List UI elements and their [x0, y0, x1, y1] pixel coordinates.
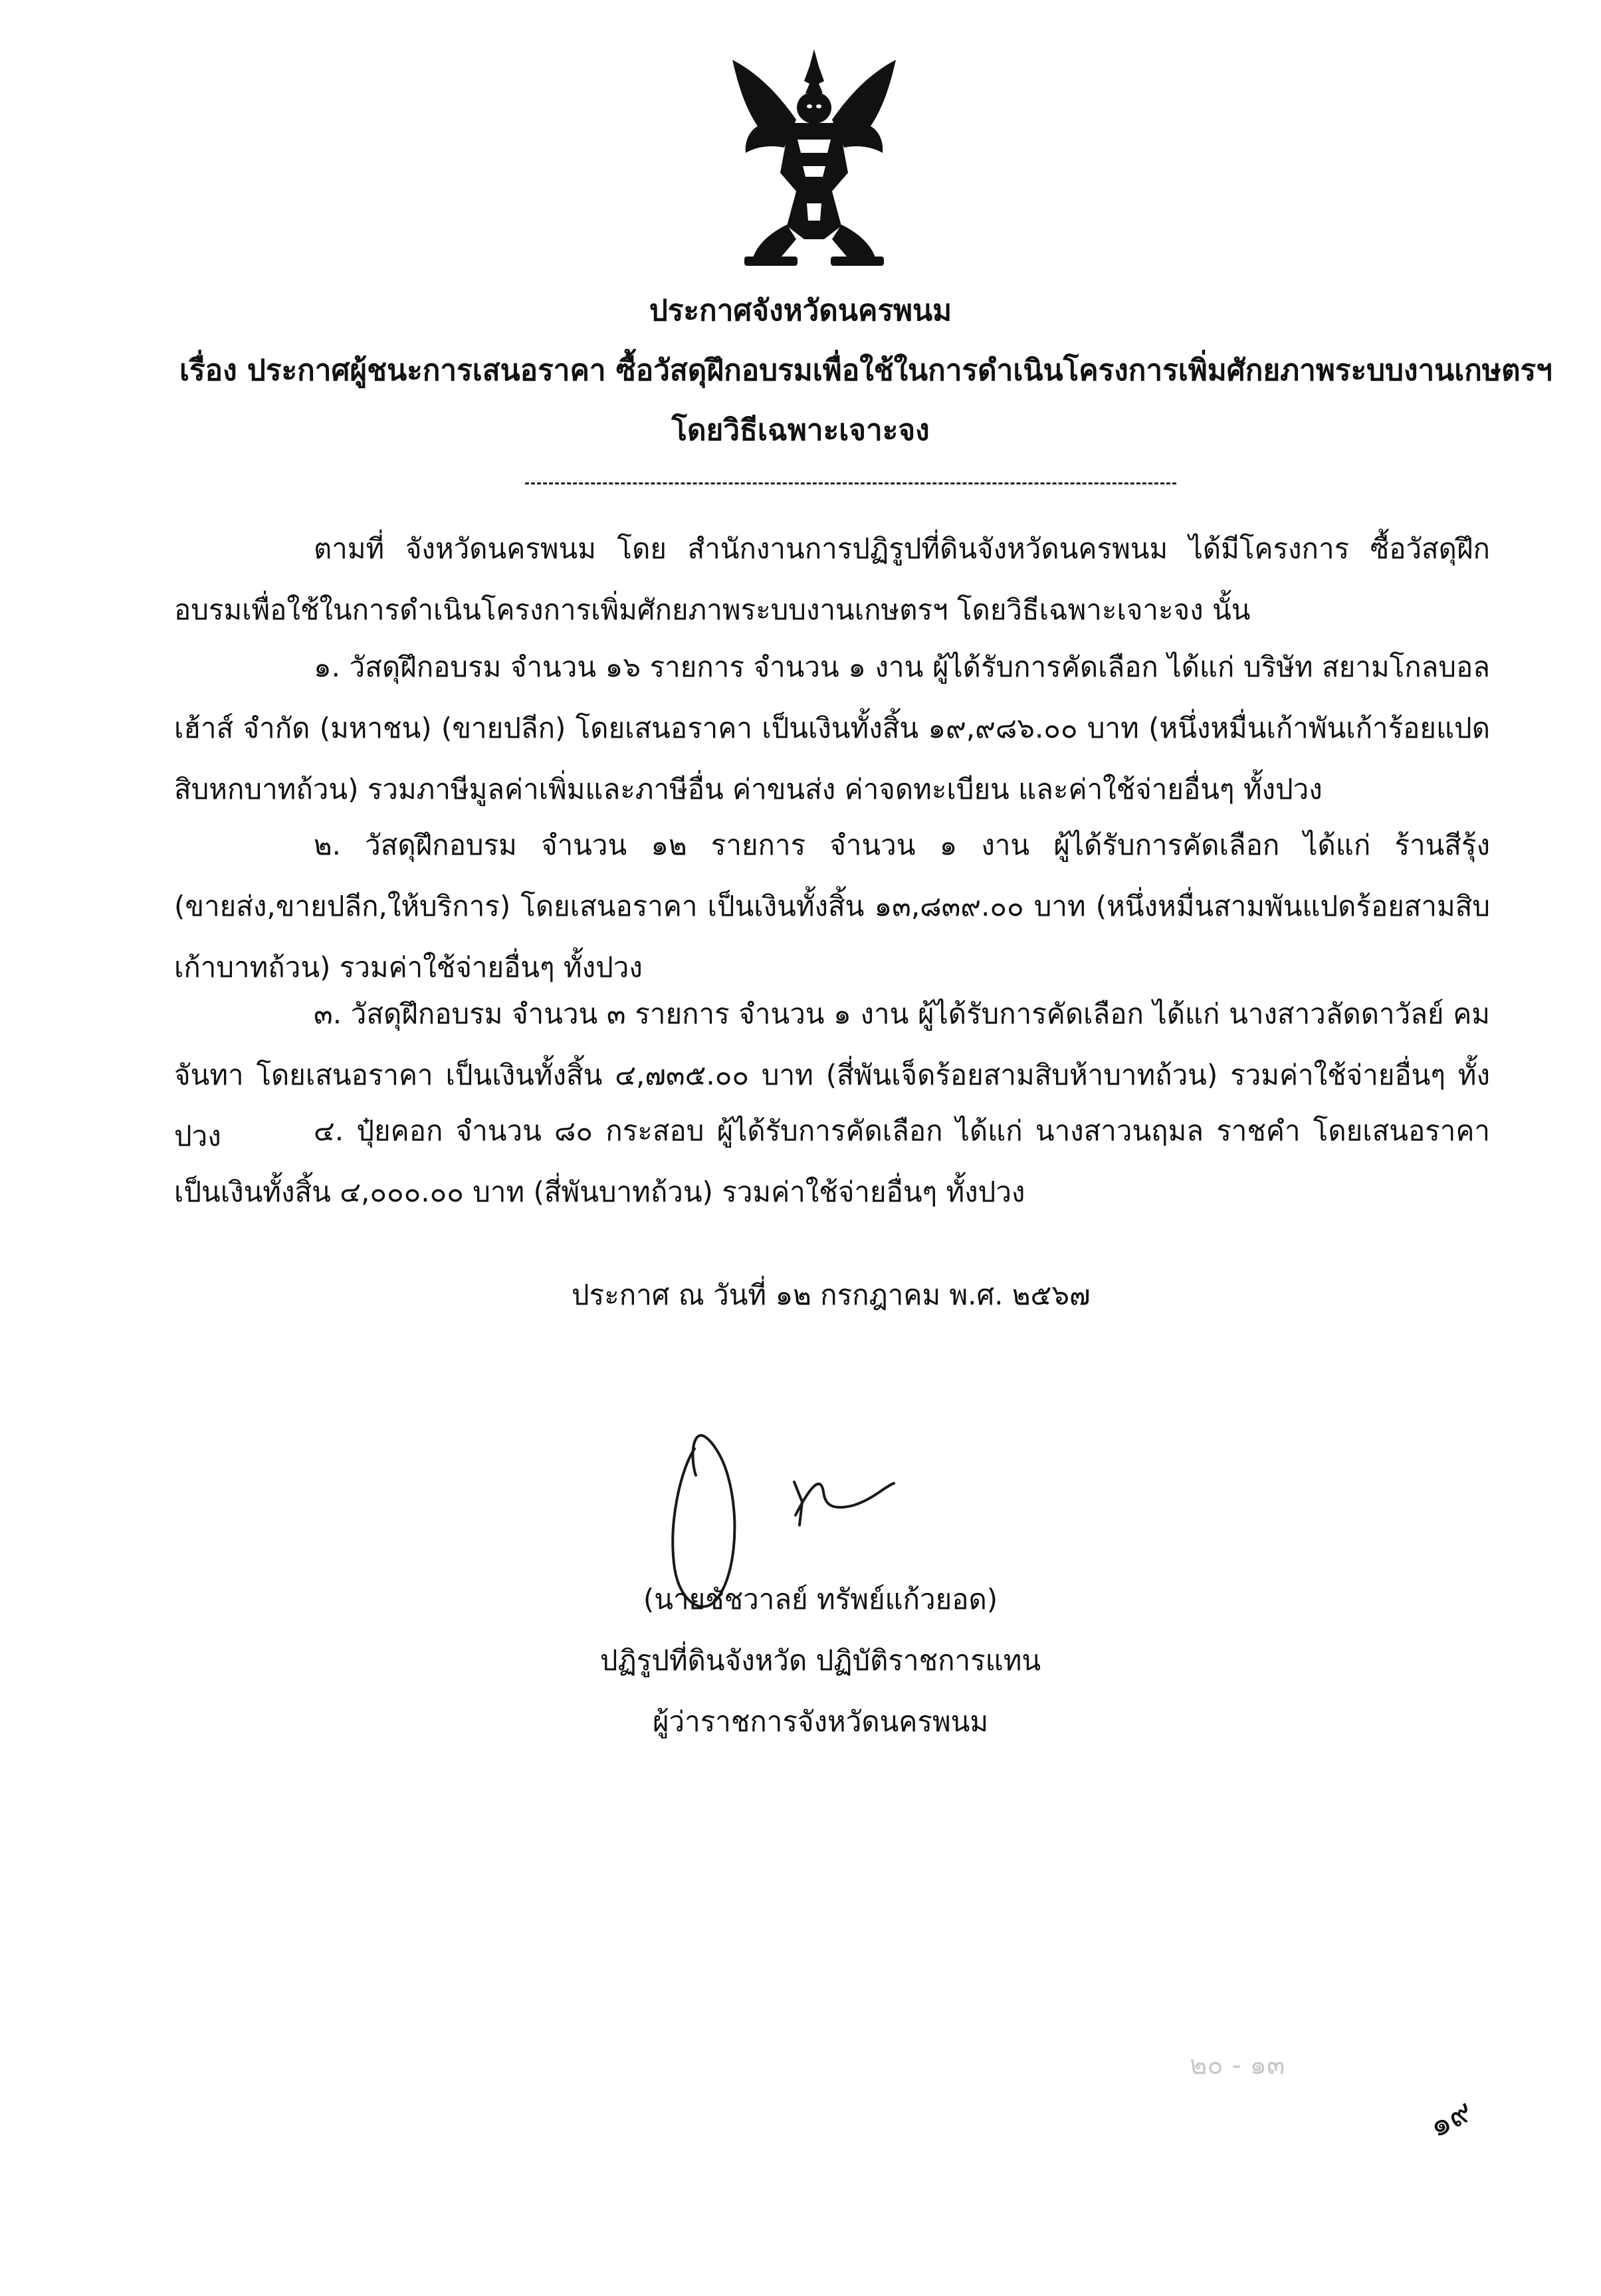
header-separator — [525, 482, 1176, 484]
faint-stamp: ๒๐ - ๑๓ — [1190, 2050, 1285, 2081]
garuda-emblem-icon — [718, 47, 910, 272]
winner-item-2: ๒. วัสดุฝึกอบรม จำนวน ๑๒ รายการ จำนวน ๑ งาน ผู้ได้รับการคัดเลือก ได้แก่ ร้านสีรุ้ง (ขายส่ง,ขายปลีก,ให้บริการ) โดยเสนอราคา เป็นเงินทั้งสิ้น ๑๓,๘๓๙.๐๐ บาท (หนึ่งหมื่นสามพันแปดร้อยสามสิบเก้าบาทถ้วน) รวมค่าใช้จ่ายอื่นๆ ทั้งปวง — [174, 829, 1490, 984]
winner-item-3: ๓. วัสดุฝึกอบรม จำนวน ๓ รายการ จำนวน ๑ งาน ผู้ได้รับการคัดเลือก ได้แก่ นางสาวลัดดาวัลย์ คมจันทา โดยเสนอราคา เป็นเงินทั้งสิ้น ๔,๗๓๕.๐๐ บาท (สี่พันเจ็ดร้อยสามสิบห้าบาทถ้วน) รวมค่าใช้จ่ายอื่นๆ ทั้งปวง — [174, 997, 1490, 1152]
signatory-name: (นายชัชวาลย์ ทรัพย์แก้วยอด) — [643, 1583, 998, 1616]
announcement-title: ประกาศจังหวัดนครพนม — [649, 294, 952, 328]
announcement-date: ประกาศ ณ วันที่ ๑๒ กรกฎาคม พ.ศ. ๒๕๖๗ — [572, 1279, 1091, 1311]
intro-paragraph: ตามที่ จังหวัดนครพนม โดย สำนักงานการปฏิรูปที่ดินจังหวัดนครพนม ได้มีโครงการ ซื้อวัสดุฝึกอบรมเพื่อใช้ในการดำเนินโครงการเพิ่มศักยภาพระบบงานเกษตรฯ โดยวิธีเฉพาะเจาะจง นั้น — [174, 532, 1490, 626]
signatory-position-2: ผู้ว่าราชการจังหวัดนครพนม — [652, 1705, 989, 1738]
signatory-position-1: ปฏิรูปที่ดินจังหวัด ปฏิบัติราชการแทน — [599, 1644, 1041, 1677]
subject-line-2: โดยวิธีเฉพาะเจาะจง — [671, 413, 930, 447]
page-number: ๑๙ — [1422, 2091, 1479, 2146]
subject-line-1: เรื่อง ประกาศผู้ชนะการเสนอราคา ซื้อวัสดุฝึกอบรมเพื่อใช้ในการดำเนินโครงการเพิ่มศักยภาพระบบงานเกษตรฯ — [179, 354, 1552, 387]
winner-item-4: ๔. ปุ๋ยคอก จำนวน ๘๐ กระสอบ ผู้ได้รับการคัดเลือก ได้แก่ นางสาวนฤมล ราชคำ โดยเสนอราคา เป็นเงินทั้งสิ้น ๔,๐๐๐.๐๐ บาท (สี่พันบาทถ้วน) รวมค่าใช้จ่ายอื่นๆ ทั้งปวง — [174, 1114, 1490, 1208]
winner-item-1: ๑. วัสดุฝึกอบรม จำนวน ๑๖ รายการ จำนวน ๑ งาน ผู้ได้รับการคัดเลือก ได้แก่ บริษัท สยามโกลบอล เฮ้าส์ จำกัด (มหาชน) (ขายปลีก) โดยเสนอราคา เป็นเงินทั้งสิ้น ๑๙,๙๘๖.๐๐ บาท (หนึ่งหมื่นเก้าพันเก้าร้อยแปดสิบหกบาทถ้วน) รวมภาษีมูลค่าเพิ่มและภาษีอื่น ค่าขนส่ง ค่าจดทะเบียน และค่าใช้จ่ายอื่นๆ ทั้งปวง — [174, 651, 1490, 805]
